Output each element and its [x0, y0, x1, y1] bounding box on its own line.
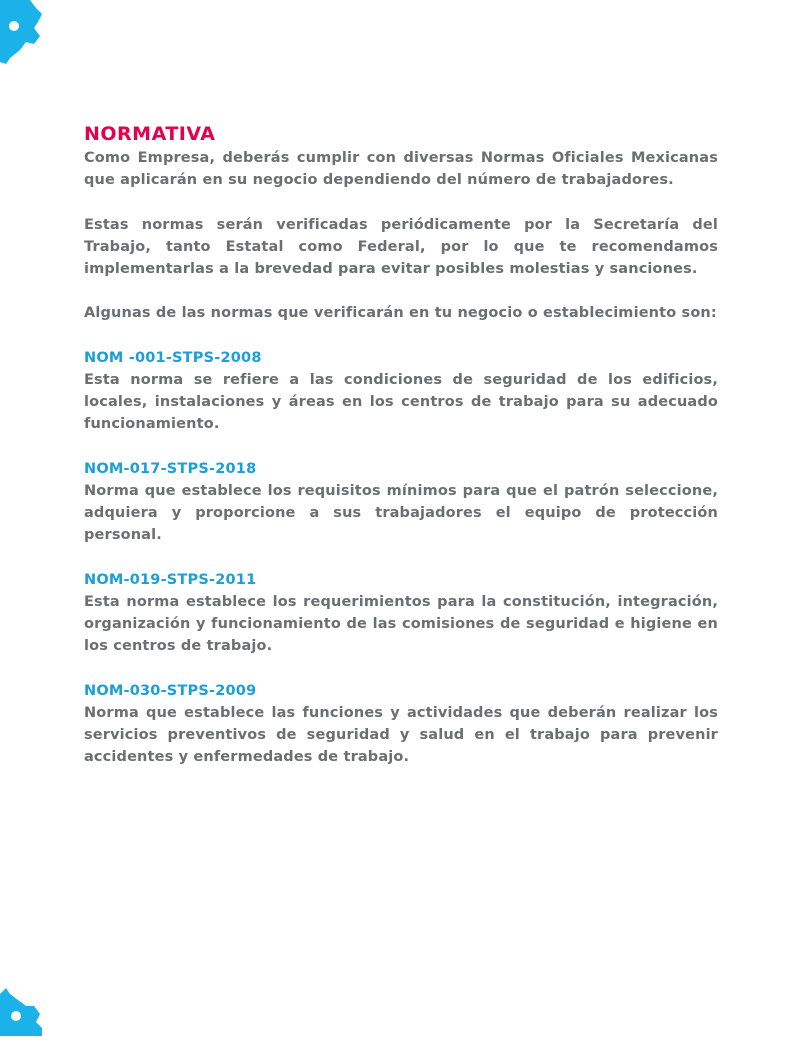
norm-description: Norma que establece los requisitos mínimos para que el patrón seleccione, adquiera y proporcione a sus trabajadores el equipo de protección personal.	[84, 482, 718, 544]
gear-fragment-icon	[0, 0, 60, 80]
norm-code: NOM -001-STPS-2008	[84, 349, 262, 366]
document-body	[84, 122, 718, 769]
intro-paragraph: Algunas de las normas que verificarán en tu negocio o establecimiento son:	[84, 305, 717, 322]
norm-description: Norma que establece las funciones y actividades que deberán realizar los servicios preventivos de seguridad y salud en el trabajo para prevenir accidentes y enfermedades de trabajo.	[84, 704, 718, 766]
norm-item	[84, 680, 718, 769]
norm-code: NOM-030-STPS-2009	[84, 682, 257, 699]
norm-item	[84, 458, 718, 547]
norm-code: NOM-019-STPS-2011	[84, 571, 257, 588]
norm-item	[84, 569, 718, 658]
norm-description: Esta norma establece los requerimientos para la constitución, integración, organización y funcionamiento de las comisiones de seguridad e higiene en los centros de trabajo.	[84, 593, 718, 655]
gear-fragment-icon	[0, 980, 60, 1060]
norm-description: Esta norma se refiere a las condiciones de seguridad de los edificios, locales, instalaciones y áreas en los centros de trabajo para su adecuado funcionamiento.	[84, 371, 718, 433]
intro-paragraph: Estas normas serán verificadas periódicamente por la Secretaría del Trabajo, tanto Estatal como Federal, por lo que te recomendamos implementarlas a la brevedad para evitar posibles molestias y sanciones.	[84, 216, 718, 277]
norm-code: NOM-017-STPS-2018	[84, 460, 257, 477]
norm-item	[84, 347, 718, 436]
intro-paragraph: Como Empresa, deberás cumplir con diversas Normas Oficiales Mexicanas que aplicarán en su negocio dependiendo del número de trabajadores.	[84, 150, 718, 189]
page-title: NORMATIVA	[84, 123, 216, 145]
